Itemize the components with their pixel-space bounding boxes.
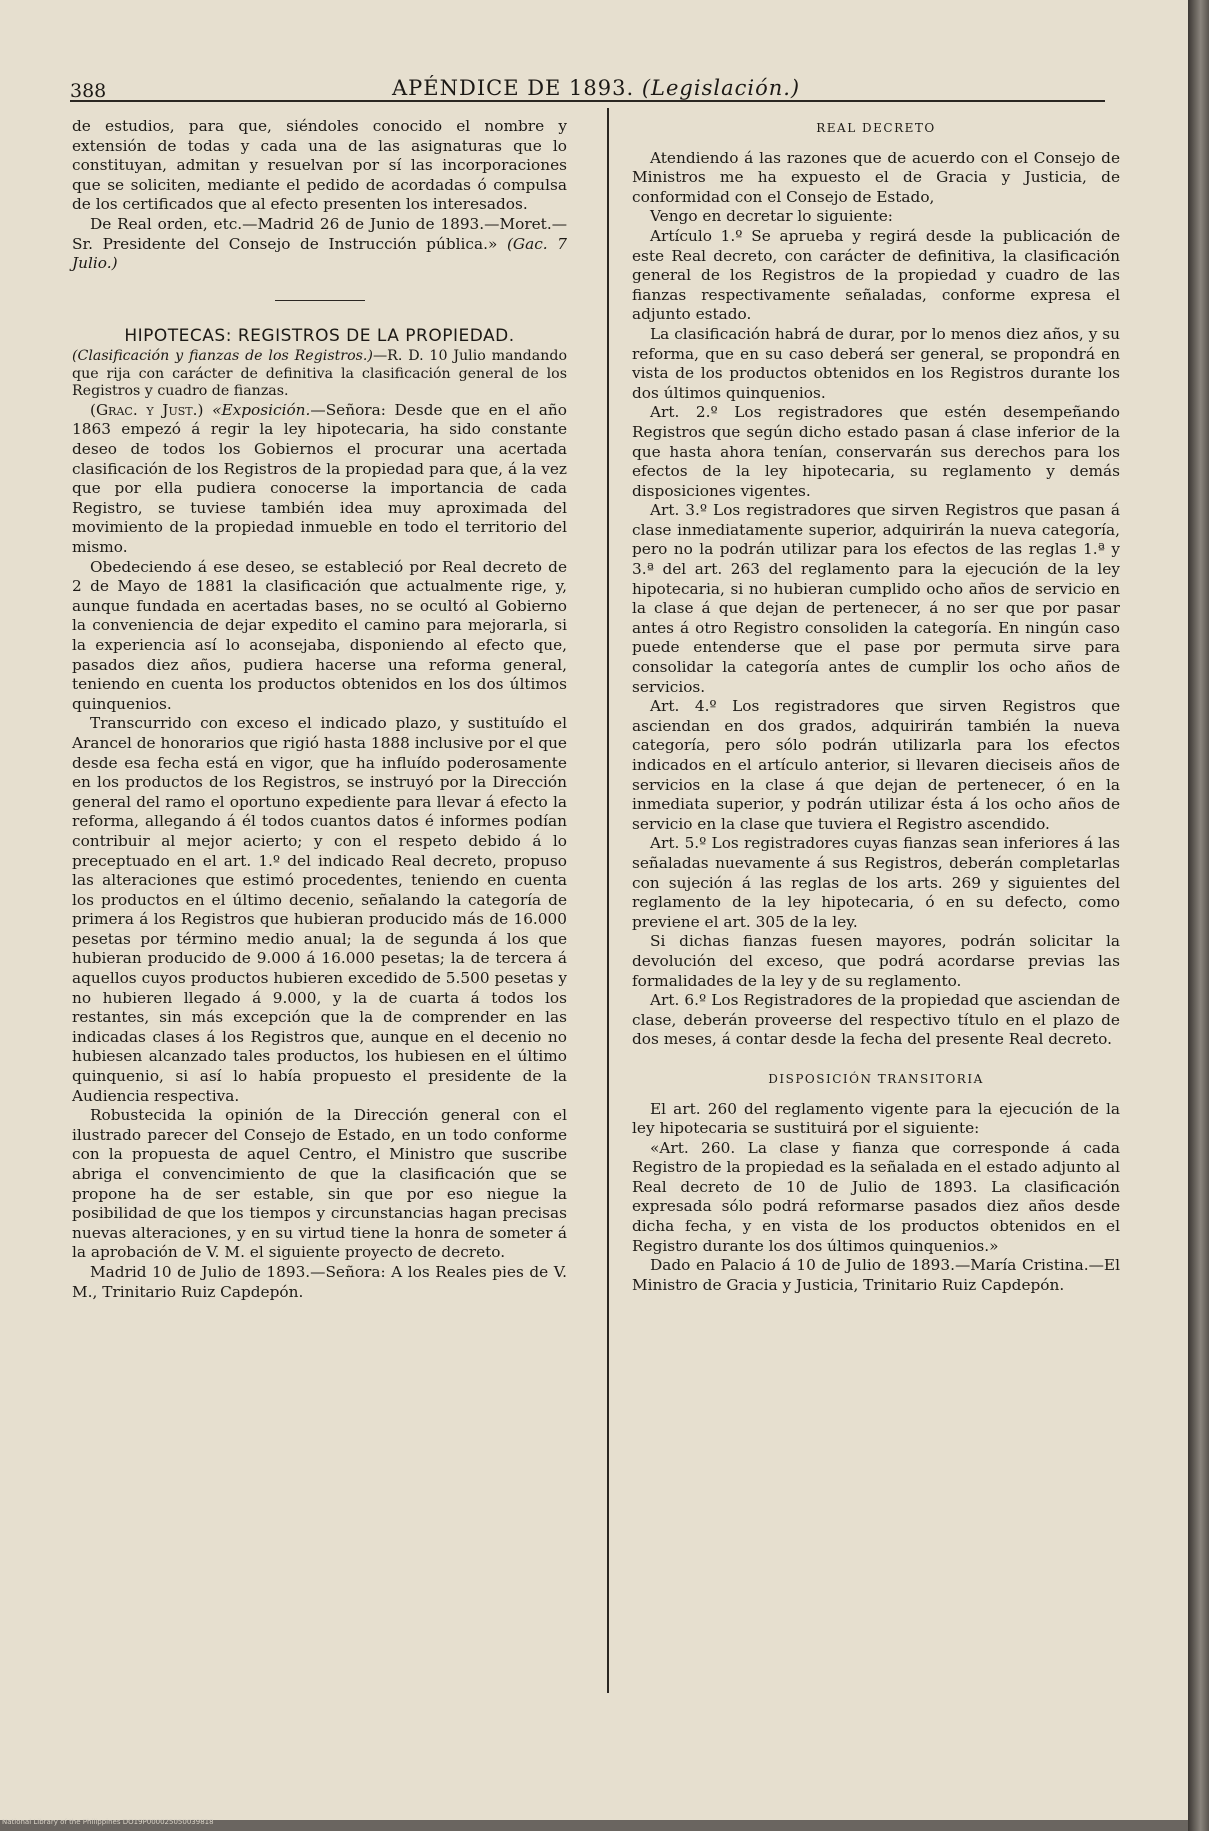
right-column: [632, 117, 1120, 1295]
paragraph: Art. 2.º Los registradores que estén desempeñando Registros que según dicho estado pasan á clase inferior de la que hasta ahora tenían, conservarán sus derechos para los efectos de la ley hipotecaria, su reglamento y demás disposiciones vigentes.: [632, 403, 1120, 500]
summary-text: —R. D. 10 Julio mandando que rija con carácter de definitiva la clasificación general de los Registros y cuadro de fianzas.: [72, 348, 567, 400]
gazette-citation: (Gac. 7 Julio.): [72, 234, 568, 273]
scan-edge: [1188, 0, 1209, 1831]
ministry-label: (Grac. y Just.): [90, 400, 204, 419]
paragraph: Si dichas fianzas fuesen mayores, podrán solicitar la devolución del exceso, que podrá acordarse previas las formalidades de la ley y de su reglamento.: [632, 932, 1120, 990]
paragraph: Dado en Palacio á 10 de Julio de 1893.—María Cristina.—El Ministro de Gracia y Justicia, Trinitario Ruiz Capdepón.: [632, 1256, 1120, 1294]
exposition-label: «Exposición.: [212, 400, 311, 419]
decree-heading: REAL DECRETO: [816, 121, 936, 135]
scan-credit: National Library of the Philippines DO19P000025050039818: [2, 1818, 214, 1826]
paragraph: [72, 215, 567, 274]
page-number: 388: [70, 80, 107, 102]
running-title-main: APÉNDICE DE 1893.: [392, 76, 635, 100]
section-title: HIPOTECAS: REGISTROS DE LA PROPIEDAD.: [124, 325, 515, 346]
paragraph: [72, 401, 567, 558]
paragraph: El art. 260 del reglamento vigente para la ejecución de la ley hipotecaria se sustituirá por el siguiente:: [632, 1099, 1120, 1138]
running-title: [392, 76, 800, 100]
paragraph: Art. 6.º Los Registradores de la propiedad que asciendan de clase, deberán proveerse del respectivo título en el plazo de dos meses, á contar desde la fecha del presente Real decreto.: [632, 991, 1120, 1049]
paragraph: Artículo 1.º Se aprueba y regirá desde la publicación de este Real decreto, con carácter de definitiva, la clasificación general de los Registros de la propiedad y cuadro de las fianzas respectivamente señaladas, conforme expresa el adjunto estado.: [632, 226, 1120, 324]
header-rule: [70, 100, 1105, 102]
signature-line: De Real orden, etc.—Madrid 26 de Junio de 1893.—Moret.—Sr. Presidente del Consejo de Instrucción pública.»: [72, 214, 567, 253]
paragraph: Art. 3.º Los registradores que sirven Registros que pasan á clase inmediatamente superior, adquirirán la nueva categoría, pero no la podrán utilizar para los efectos de las reglas 1.ª y 3.ª del art. 263 del reglamento para la ejecución de la ley hipotecaria, si no hubieran cumplido ocho años de servicio en la clase á que dejan de pertenecer, á no ser que por pasar antes á otro Registro consoliden la categoría. En ningún caso puede entenderse que el pase por permuta sirve para consolidar la categoría antes de cumplir los ocho años de servicios.: [632, 501, 1120, 696]
section-summary: [72, 348, 567, 401]
paragraph: Madrid 10 de Julio de 1893.—Señora: A los Reales pies de V. M., Trinitario Ruiz Capdepón.: [72, 1262, 567, 1301]
paragraph: La clasificación habrá de durar, por lo menos diez años, y su reforma, que en su caso deberá ser general, se propondrá en vista de los productos obtenidos en los Registros durante los dos últimos quinquenios.: [632, 324, 1120, 402]
column-divider: [607, 108, 609, 1693]
running-title-italic: (Legislación.): [641, 76, 801, 100]
paragraph: Transcurrido con exceso el indicado plazo, y sustituído el Arancel de honorarios que rigió hasta 1888 inclusive por el que desde esa fecha está en vigor, que ha influído poderosamente en los productos de los Registros, se instruyó por la Dirección general del ramo el oportuno expediente para llevar á efecto la reforma, allegando á él todos cuantos datos é informes podían contribuir al mejor acierto; y con el respeto debido á lo preceptuado en el art. 1.º del indicado Real decreto, propuso las alteraciones que estimó procedentes, teniendo en cuenta los productos en el último decenio, señalando la categoría de primera á los Registros que hubieran producido más de 16.000 pesetas por término medio anual; la de segunda á los que hubieran producido de 9.000 á 16.000 pesetas; la de tercera á aquellos cuyos productos hubieren excedido de 5.500 pesetas y no hubieren llegado á 9.000, y la de cuarta á todos los restantes, sin más excepción que la de comprender en las indicadas clases á los Registros que, aunque en el decenio no hubiesen alcanzado tales productos, los hubiesen en el último quinquenio, si así lo había propuesto el presidente de la Audiencia respectiva.: [72, 714, 567, 1105]
section-separator: [275, 300, 365, 301]
left-column: [72, 117, 567, 1302]
paragraph-text: —Señora: Desde que en el año 1863 empezó á regir la ley hipotecaria, ha sido constante deseo de todos los Gobiernos el procurar una acertada clasificación de los Registros de la propiedad para que, á la vez que por ella pudiera conocerse la importancia de cada Registro, se tuviese también idea muy aproximada del movimiento de la propiedad inmueble en todo el territorio del mismo.: [72, 400, 567, 556]
paragraph: de estudios, para que, siéndoles conocido el nombre y extensión de todas y cada una de las asignaturas que lo constituyan, admitan y resuelvan por sí las incorporaciones que se soliciten, mediante el pedido de acordadas ó compulsa de los certificados que al efecto presenten los interesados.: [72, 117, 567, 214]
paragraph: Obedeciendo á ese deseo, se estableció por Real decreto de 2 de Mayo de 1881 la clasificación que actualmente rige, y, aunque fundada en acertadas bases, no se ocultó al Gobierno la conveniencia de dejar expedito el camino para mejorarla, si la experiencia así lo aconsejaba, disponiendo al efecto que, pasados diez años, pudiera hacerse una reforma general, teniendo en cuenta los productos obtenidos en los dos últimos quinquenios.: [72, 557, 567, 713]
summary-italic: (Clasificación y fianzas de los Registros.): [72, 348, 373, 365]
paragraph: «Art. 260. La clase y fianza que corresponde á cada Registro de la propiedad es la señalada en el estado adjunto al Real decreto de 10 de Julio de 1893. La clasificación expresada sólo podrá reformarse pasados diez años desde dicha fecha, y en vista de los productos obtenidos en el Registro durante los dos últimos quinquenios.»: [632, 1138, 1120, 1255]
transitory-heading: DISPOSICIÓN TRANSITORIA: [768, 1071, 984, 1086]
paragraph: Robustecida la opinión de la Dirección general con el ilustrado parecer del Consejo de Estado, en un todo conforme con la propuesta de aquel Centro, el Ministro que suscribe abriga el convencimiento de que la clasificación que se propone ha de ser estable, sin que por eso niegue la posibilidad de que los tiempos y circunstancias hagan precisas nuevas alteraciones, y en su virtud tiene la honra de someter á la aprobación de V. M. el siguiente proyecto de decreto.: [72, 1106, 567, 1262]
paragraph: Art. 4.º Los registradores que sirven Registros que asciendan en dos grados, adquirirán también la nueva categoría, pero sólo podrán utilizarla para los efectos indicados en el artículo anterior, si llevaren dieciseis años de servicios en la clase á que dejan de pertenecer, ó en la inmediata superior, y podrán utilizar ésta á los ocho años de servicio en la clase que tuviera el Registro ascendido.: [632, 697, 1120, 833]
paragraph: Vengo en decretar lo siguiente:: [650, 207, 893, 226]
paragraph: Art. 5.º Los registradores cuyas fianzas sean inferiores á las señaladas nuevamente á sus Registros, deberán completarlas con sujeción á las reglas de los arts. 269 y siguientes del reglamento de la ley hipotecaria, ó en su defecto, como previene el art. 305 de la ley.: [632, 834, 1120, 931]
paragraph: Atendiendo á las razones que de acuerdo con el Consejo de Ministros me ha expuesto el de Gracia y Justicia, de conformidad con el Consejo de Estado,: [632, 148, 1120, 206]
